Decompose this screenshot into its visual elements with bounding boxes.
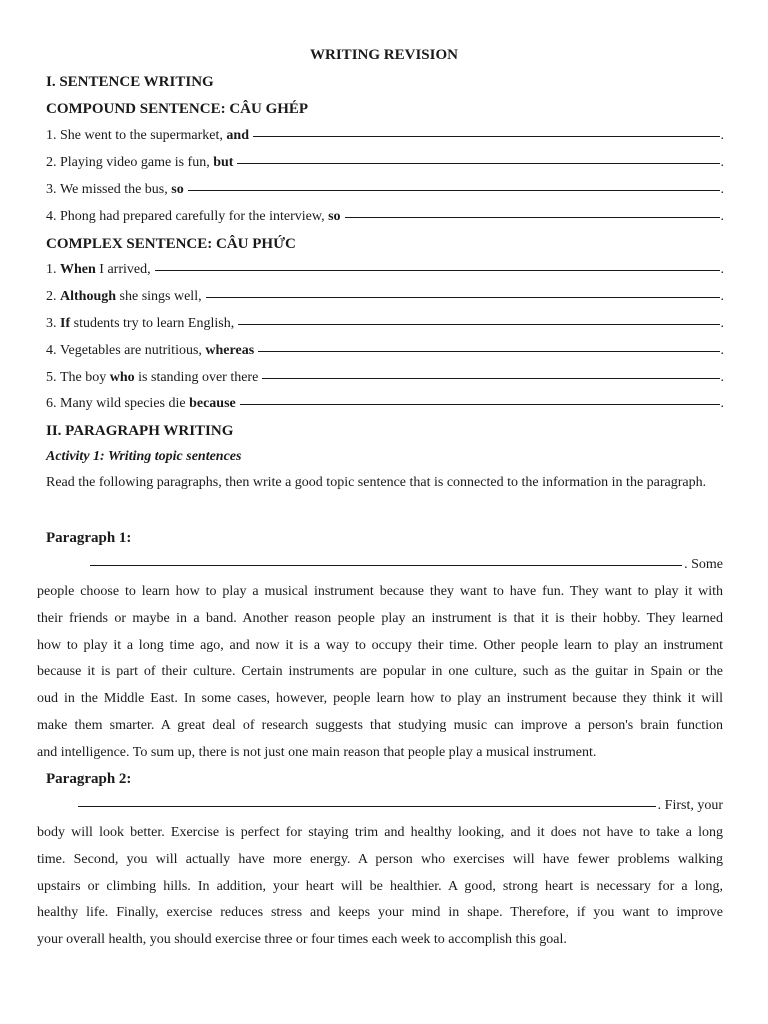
topic-sentence-blank[interactable]: [90, 565, 682, 566]
answer-blank[interactable]: [262, 378, 719, 379]
answer-blank[interactable]: [345, 217, 720, 218]
topic-sentence-blank[interactable]: [78, 806, 656, 807]
paragraph-line: your overall health, you should exercise three or four times each week to accomplish this goal.: [37, 932, 567, 948]
complex-item-2: 2. Although she sings well, .: [46, 289, 724, 304]
section1-heading: I. SENTENCE WRITING: [46, 74, 214, 90]
complex-item-3: 3. If students try to learn English, .: [46, 316, 724, 331]
answer-blank[interactable]: [155, 270, 720, 271]
paragraph-line: healthy life. Finally, exercise reduces stress and keeps your mind in shape. Therefore, if you want to improve: [37, 905, 723, 921]
paragraph1-topic-blank-row: . Some: [90, 555, 723, 575]
compound-item-2: 2. Playing video game is fun, but .: [46, 155, 724, 170]
paragraph-line: upstairs or climbing hills. In addition, your heart will be healthier. A good, strong heart is necessary for a long,: [37, 878, 723, 894]
paragraph-line: oud in the Middle East. In some cases, however, people learn how to play an instrument because they think it will: [37, 691, 723, 707]
complex-item-6: 6. Many wild species die because .: [46, 396, 724, 411]
page-title: WRITING REVISION: [310, 47, 458, 63]
paragraph-line: body will look better. Exercise is perfect for staying trim and healthy looking, and it does not have to take a long: [37, 825, 723, 840]
answer-blank[interactable]: [237, 163, 719, 164]
paragraph2-label: Paragraph 2:: [46, 771, 132, 787]
compound-item-4: 4. Phong had prepared carefully for the interview, so .: [46, 209, 724, 224]
section2-heading: II. PARAGRAPH WRITING: [46, 423, 234, 439]
paragraph1-label: Paragraph 1:: [46, 530, 132, 546]
answer-blank[interactable]: [258, 351, 719, 352]
complex-heading: COMPLEX SENTENCE: CÂU PHỨC: [46, 236, 296, 252]
paragraph-line: people choose to learn how to play a musical instrument because they want to have fun. They want to play it with: [37, 584, 723, 599]
answer-blank[interactable]: [188, 190, 720, 191]
answer-blank[interactable]: [206, 297, 720, 298]
paragraph-line: how to play it a long time ago, and now it is a way to occupy their time. Other people learn to play an instrument: [37, 637, 723, 653]
compound-item-3: 3. We missed the bus, so .: [46, 182, 724, 197]
paragraph-line: because it is part of their culture. Certain instruments are popular in one culture, such as the guitar in Spain or the: [37, 664, 723, 680]
paragraph-line: their friends or maybe in a band. Another reason people play an instrument is that it is their hobby. They learned: [37, 610, 723, 626]
instruction-text: Read the following paragraphs, then write a good topic sentence that is connected to the information in the paragraph.: [46, 475, 707, 490]
compound-heading: COMPOUND SENTENCE: CÂU GHÉP: [46, 101, 309, 117]
complex-item-5: 5. The boy who is standing over there .: [46, 370, 724, 385]
answer-blank[interactable]: [238, 324, 719, 325]
paragraph2-topic-blank-row: . First, your: [78, 796, 723, 816]
answer-blank[interactable]: [253, 136, 720, 137]
activity-heading: Activity 1: Writing topic sentences: [46, 449, 242, 464]
paragraph-line: time. Second, you will actually have more energy. A person who exercises will have fewer problems walking: [37, 851, 723, 867]
paragraph-line: and intelligence. To sum up, there is not just one main reason that people play a musical instrument.: [37, 744, 597, 760]
answer-blank[interactable]: [240, 404, 720, 405]
compound-item-1: 1. She went to the supermarket, and .: [46, 128, 724, 143]
complex-item-4: 4. Vegetables are nutritious, whereas .: [46, 343, 724, 358]
complex-item-1: 1. When I arrived, .: [46, 262, 724, 277]
paragraph-line: make them smarter. A great deal of research suggests that studying music can improve a person's brain function: [37, 718, 723, 733]
